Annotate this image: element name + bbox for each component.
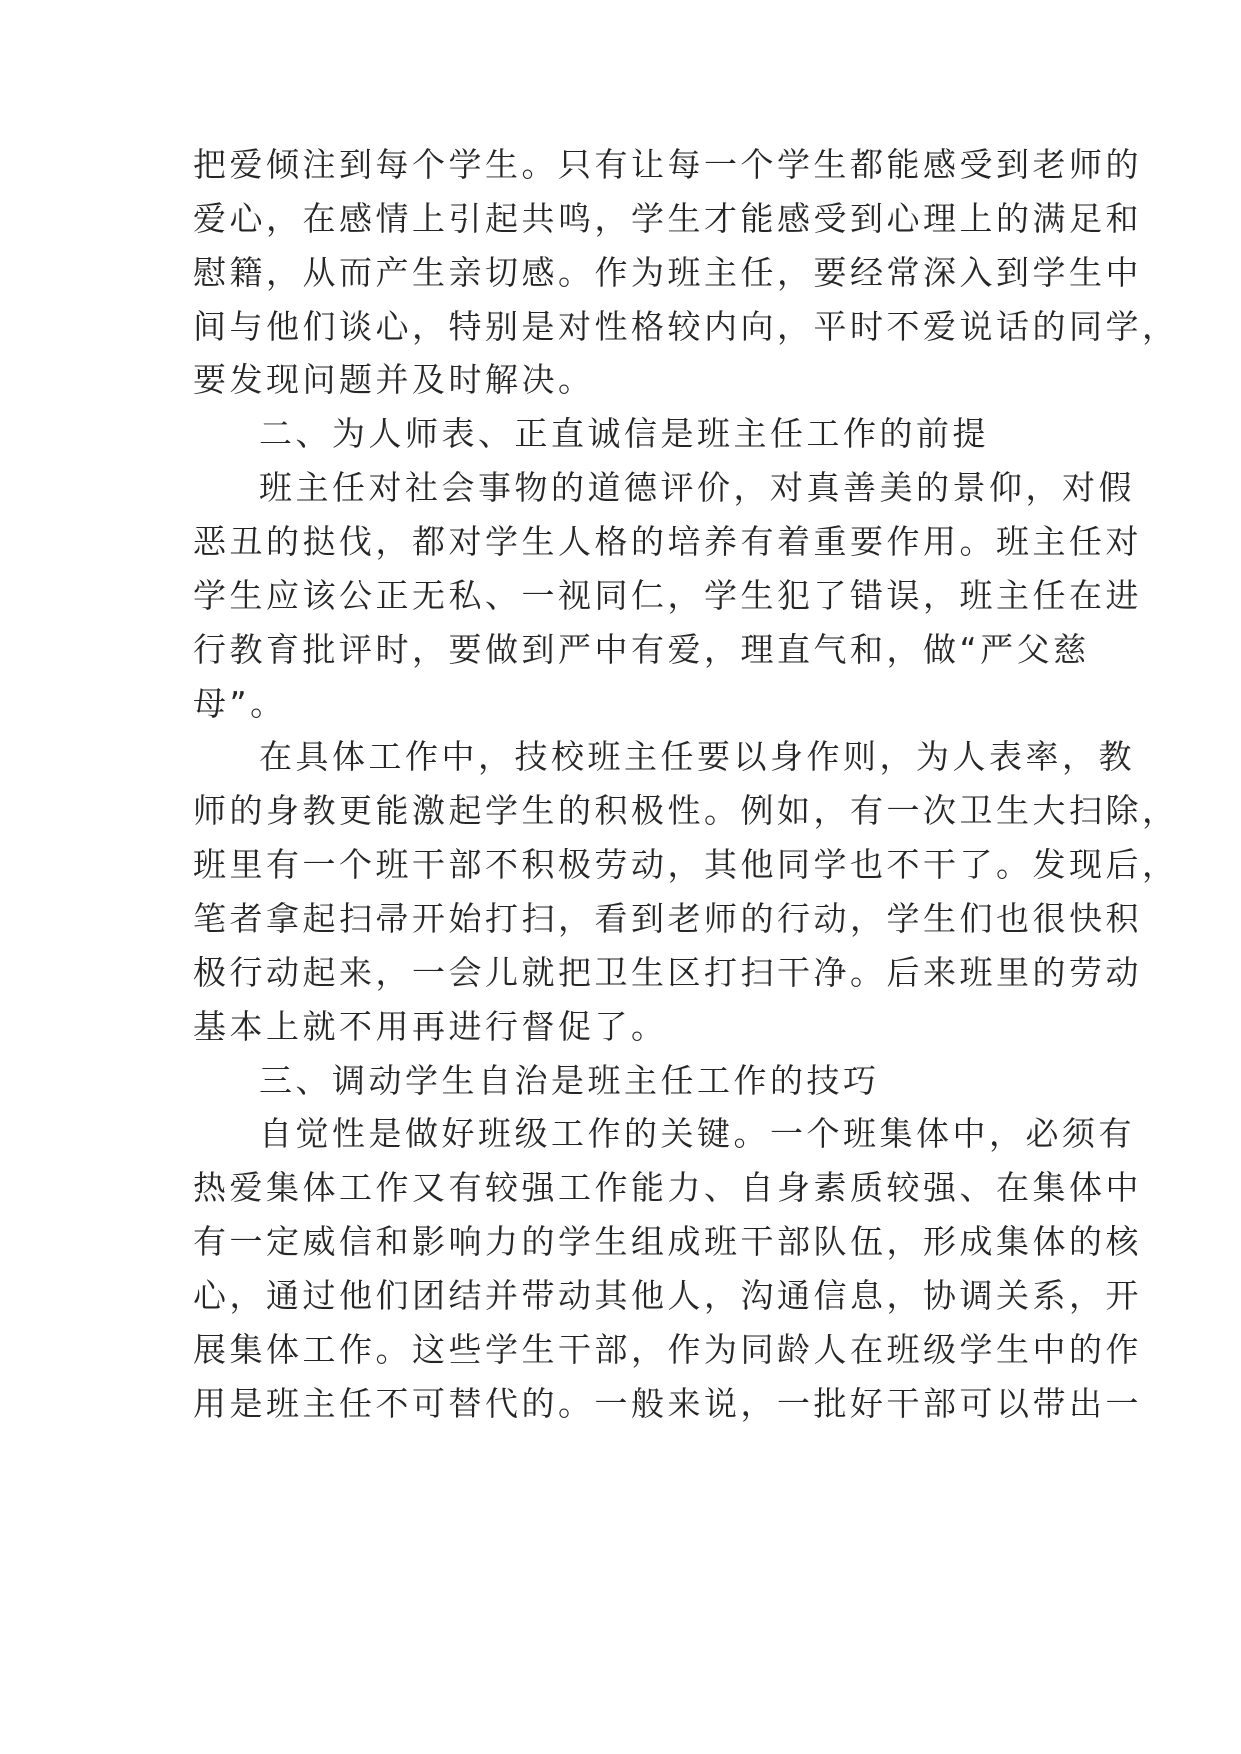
section-heading: 三、调动学生自治是班主任工作的技巧: [259, 1061, 880, 1100]
text-line: 基本上就不用再进行督促了。: [193, 1007, 668, 1046]
text-line: 恶丑的挞伐，都对学生人格的培养有着重要作用。班主任对: [193, 522, 1142, 561]
text-line: 笔者拿起扫帚开始打扫，看到老师的行动，学生们也很快积: [193, 899, 1142, 938]
text-line: 班主任对社会事物的道德评价，对真善美的景仰，对假: [259, 468, 1135, 507]
text-line: 在具体工作中，技校班主任要以身作则，为人表率，教: [259, 737, 1135, 776]
text-line: 要发现问题并及时解决。: [193, 360, 595, 399]
text-line: 热爱集体工作又有较强工作能力、自身素质较强、在集体中: [193, 1168, 1142, 1207]
text-line: 行教育批评时，要做到严中有爱，理直气和，做“严父慈: [193, 630, 1090, 669]
text-line: 学生应该公正无私、一视同仁，学生犯了错误，班主任在进: [193, 576, 1142, 615]
text-line: 有一定威信和影响力的学生组成班干部队伍，形成集体的核: [193, 1222, 1142, 1261]
text-line: 心，通过他们团结并带动其他人，沟通信息，协调关系，开: [193, 1276, 1142, 1315]
text-line: 自觉性是做好班级工作的关键。一个班集体中，必须有: [259, 1114, 1135, 1153]
text-line: 师的身教更能激起学生的积极性。例如，有一次卫生大扫除，: [193, 791, 1179, 830]
text-line: 展集体工作。这些学生干部，作为同龄人在班级学生中的作: [193, 1330, 1142, 1369]
text-line: 用是班主任不可替代的。一般来说，一批好干部可以带出一: [193, 1384, 1142, 1423]
section-heading: 二、为人师表、正直诚信是班主任工作的前提: [259, 414, 989, 453]
text-line: 班里有一个班干部不积极劳动，其他同学也不干了。发现后，: [193, 845, 1179, 884]
text-line: 极行动起来，一会儿就把卫生区打扫干净。后来班里的劳动: [193, 953, 1142, 992]
text-line: 爱心，在感情上引起共鸣，学生才能感受到心理上的满足和: [193, 199, 1142, 238]
text-line: 把爱倾注到每个学生。只有让每一个学生都能感受到老师的: [193, 145, 1142, 184]
text-line: 慰籍，从而产生亲切感。作为班主任，要经常深入到学生中: [193, 253, 1142, 292]
text-line: 母”。: [193, 684, 287, 723]
text-line: 间与他们谈心，特别是对性格较内向，平时不爱说话的同学，: [193, 307, 1179, 346]
